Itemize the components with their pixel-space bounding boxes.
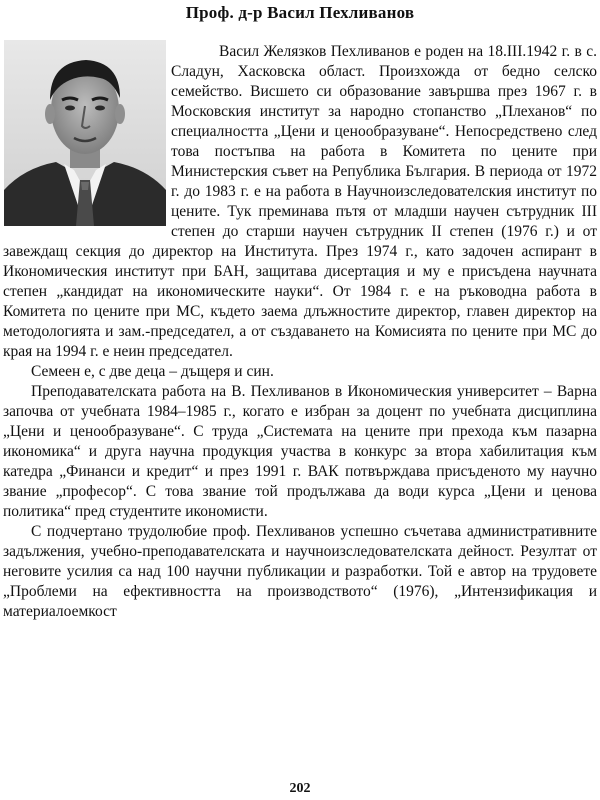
article-body	[3, 42, 597, 622]
paragraph-teaching: Преподавателската работа на В. Пехливанов в Икономическия университет – Варна започва от учебната 1984–1985 г., когато е избран за доцент по учебната дисциплина „Цени и ценообразуване“. С труда „Системата на цените при прехода към пазарна икономика“ и друга научна продукция участва в конкурс за втора хабилитация към катедра „Финанси и кредит“ и през 1991 г. ВАК потвърждава присъденото му научно звание „професор“. С това звание той продължава да води курса „Цени и ценова политика“ пред студентите икономисти.	[3, 383, 597, 520]
paragraph-family: Семеен е, с две деца – дъщеря и син.	[31, 363, 274, 380]
page-title: Проф. д-р Васил Пехливанов	[185, 3, 415, 22]
paragraph-research: С подчертано трудолюбие проф. Пехливанов успешно съчетава административните задължения, учебно-преподавателската и научноизследователската дейност. Резултат от неговите усилия са над 100 научни публикации и разработки. Той е автор на трудовете „Проблеми на ефективността на производството“ (1976), „Интензификация и материалоемкост	[3, 523, 597, 620]
paragraph-biography: Васил Желязков Пехливанов е роден на 18.III.1942 г. в с. Сладун, Хасковска област. Произхожда от бедно селско семейство. Висшето си образование завършва през 1967 г. в Московския институт за народно стопанство „Плеханов“ по специалността „Цени и ценообразуване“. Непосредствено след това постъпва на работа в Комитета по цените при Министерския съвет на Република България. В периода от 1972 г. до 1983 г. е на работа в Научноизследователския институт по цените. Тук преминава пътя от младши научен сътрудник III степен до старши научен сътрудник II степен (1976 г.) и от завеждащ секция до директор на Института. През 1974 г., като задочен аспирант в Икономическия институт при БАН, защитава дисертация и му е присъдена научната степен „кандидат на икономическите науки“. От 1984 г. е на ръководна работа в Комитета по цените при МС, където заема длъжностите директор, главен директор на методологията и зам.-председател, а от създаването на Комисията по цените при МС до края на 1994 г. е неин председател.	[3, 43, 597, 360]
page-number: 202	[289, 781, 311, 796]
photo-wrap-space	[3, 42, 171, 240]
